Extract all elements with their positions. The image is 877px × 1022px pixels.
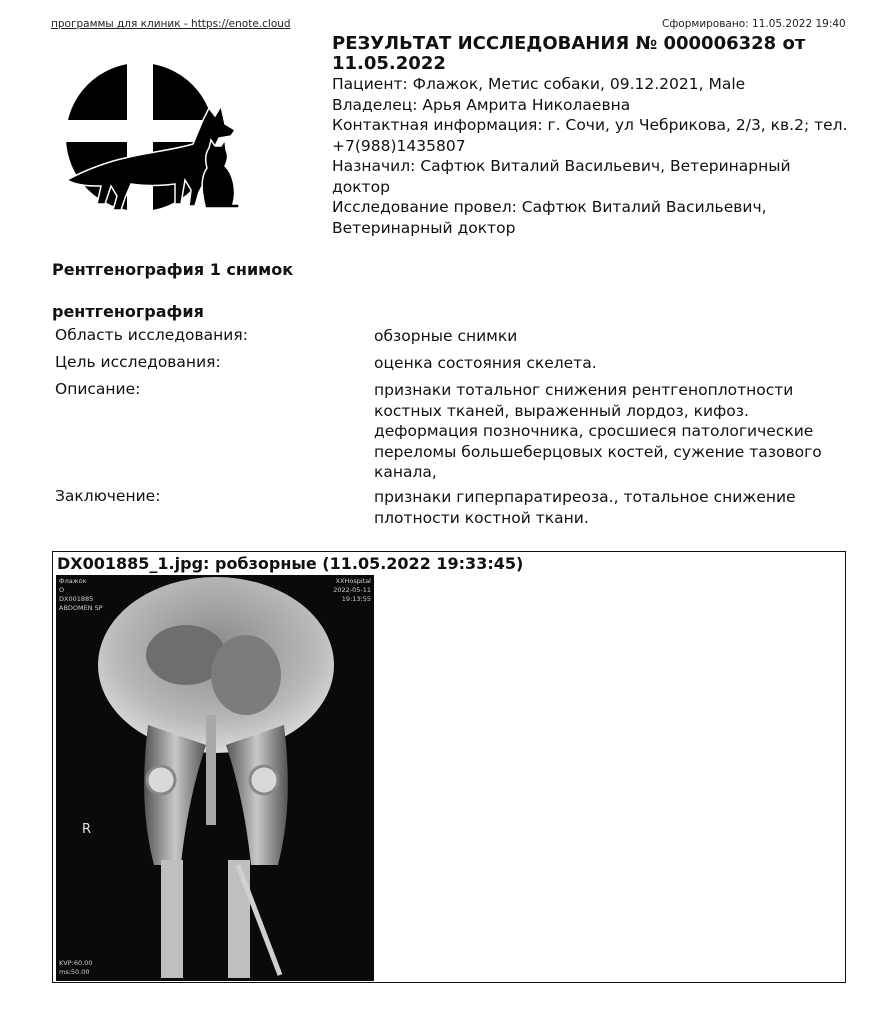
description-label: Описание: — [55, 380, 141, 398]
image-caption: DX001885_1.jpg: робзорные (11.05.2022 19:33:45) — [57, 554, 524, 573]
conclusion-value: признаки гиперпаратиреоза., тотальное снижение плотности костной ткани. — [374, 488, 796, 527]
xray-overlay-time: 19:13:55 — [341, 595, 371, 603]
patient-info: Пациент: Флажок, Метис собаки, 09.12.2021, Male — [332, 75, 746, 93]
section-title: рентгенография — [52, 302, 204, 321]
xray-overlay-id: DX001885 — [59, 595, 94, 603]
result-header — [332, 34, 852, 238]
xray-overlay-hospital: XXHospital — [335, 577, 371, 585]
xray-overlay-date: 2022-05-11 — [333, 586, 371, 594]
contact-info: Контактная информация: г. Сочи, ул Чебрикова, 2/3, кв.2; тел. +7(988)1435807 — [332, 116, 848, 155]
result-title: РЕЗУЛЬТАТ ИССЛЕДОВАНИЯ № 000006328 от 11.05.2022 — [332, 33, 806, 74]
goal-label: Цель исследования: — [55, 353, 221, 371]
performed-by: Исследование провел: Сафтюк Виталий Васильевич, Ветеринарный доктор — [332, 198, 767, 237]
area-label: Область исследования: — [55, 326, 248, 344]
xray-overlay-ms: ms:50.00 — [59, 968, 90, 976]
xray-image[interactable] — [56, 575, 374, 981]
xray-overlay-kvp: KVP:60.00 — [59, 959, 93, 967]
description-value: признаки тотальног снижения рентгеноплотности костных тканей, выраженный лордоз, кифоз. деформация позночника, сросшиеся патологические переломы большеберцовых костей, сужение тазового канала, — [374, 381, 822, 481]
clinic-logo-icon — [55, 58, 240, 216]
xray-overlay-sex: O — [59, 586, 65, 594]
study-title: Рентгенография 1 снимок — [52, 260, 294, 279]
goal-value: оценка состояния скелета. — [374, 354, 597, 372]
area-value: обзорные снимки — [374, 327, 518, 345]
assigned-by: Назначил: Сафтюк Виталий Васильевич, Ветеринарный доктор — [332, 157, 791, 196]
xray-side-marker: R — [82, 822, 92, 837]
generated-timestamp: Сформировано: 11.05.2022 19:40 — [662, 18, 846, 30]
conclusion-label: Заключение: — [55, 487, 161, 505]
xray-overlay-patient: Флажок — [59, 577, 87, 585]
xray-overlay-region: ABDOMEN SP — [59, 604, 103, 612]
xray-picture-icon — [56, 575, 374, 981]
top-link[interactable]: программы для клиник - https://enote.cloud — [51, 18, 291, 30]
image-frame — [52, 551, 846, 983]
owner-info: Владелец: Арья Амрита Николаевна — [332, 95, 631, 114]
